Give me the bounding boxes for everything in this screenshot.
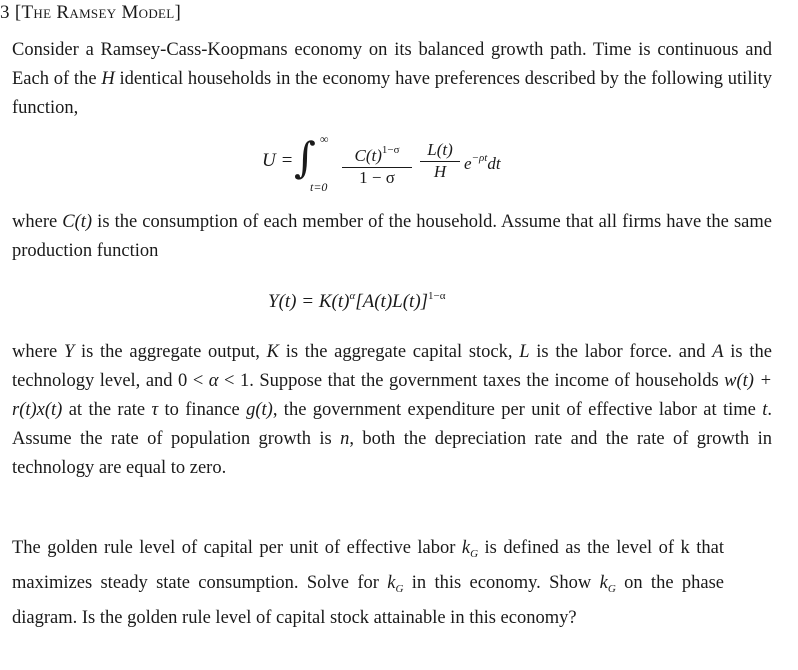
- var-L: L: [519, 342, 530, 362]
- sub-G-3: G: [607, 583, 616, 595]
- def-text-h: to finance: [158, 400, 247, 420]
- var-k-2: k: [387, 573, 396, 593]
- paragraph-intro: [12, 36, 772, 123]
- integral-upper-limit: ∞: [320, 132, 329, 146]
- utility-lhs: U =: [262, 150, 294, 171]
- def-text-c: is the aggregate capital stock,: [279, 342, 520, 362]
- exp-alpha: α: [349, 290, 356, 302]
- utility-equation: [262, 130, 542, 196]
- def-text-f: < 1. Suppose that the government taxes the income of households: [218, 371, 725, 391]
- var-A: A: [712, 342, 724, 362]
- var-C: C(t): [62, 212, 93, 232]
- section-heading: 3 [The Ramsey Model]: [0, 2, 182, 23]
- def-text-k: , both the depreciation rate and the rate of growth in technology are equal to zero.: [12, 429, 772, 478]
- var-n: n: [340, 429, 350, 449]
- production-lhs: Y(t) = K(t): [268, 291, 350, 312]
- section-number: 3: [0, 2, 10, 23]
- heading-word-2: Ramsey: [56, 2, 117, 23]
- question-text-b: is defined as the level of k that maximizes steady state consumption. Solve for: [12, 538, 724, 593]
- exp-one-minus-alpha: 1−α: [428, 290, 446, 302]
- def-text-b: is the aggregate output,: [74, 342, 267, 362]
- var-H: H: [101, 69, 115, 89]
- sub-G-2: G: [395, 583, 404, 595]
- def-text-e: is the technology level, and 0 <: [12, 342, 772, 391]
- frac1-numerator-exponent: 1−σ: [381, 144, 400, 156]
- frac2-numerator: L(t): [427, 140, 453, 159]
- frac2-denominator: H: [433, 162, 447, 181]
- paragraph-consumption: [12, 208, 772, 266]
- labor-fraction: [420, 140, 460, 182]
- production-equation: [268, 290, 446, 313]
- paragraph-question: [12, 534, 724, 633]
- var-Y: Y: [63, 342, 75, 362]
- question-text-d: on the phase diagram. Is the golden rule level of capital stock attainable in this economy?: [12, 573, 724, 628]
- var-k: k: [461, 538, 471, 558]
- discount-term: $e^{-\rho t}dt$: [464, 152, 501, 173]
- var-g: g(t): [246, 400, 273, 420]
- production-bracket: [A(t)L(t)]: [355, 291, 429, 312]
- paragraph-definitions: [12, 338, 772, 483]
- heading-word-3: Model: [121, 2, 175, 23]
- def-text-i: , the government expenditure per unit of effective labor at time: [272, 400, 763, 420]
- frac1-denominator: 1 − σ: [359, 168, 395, 187]
- integral-sign: ∫: [294, 133, 316, 182]
- def-text-g: at the rate: [62, 400, 152, 420]
- question-text-a: The golden rule level of capital per unit of effective labor: [12, 538, 462, 558]
- paragraph-consumption-text-b: is the consumption of each member of the household. Assume that all firms have the same production function: [12, 212, 772, 261]
- consumption-fraction: [342, 140, 412, 188]
- var-k-3: k: [599, 573, 608, 593]
- question-text-c: in this economy. Show: [403, 573, 600, 593]
- heading-word-1: The: [21, 2, 52, 23]
- paragraph-intro-text-b: identical households in the economy have preferences described by the following utility function,: [12, 69, 772, 118]
- def-text-j: . Assume the rate of population growth is: [12, 400, 772, 449]
- sub-G: G: [470, 548, 479, 560]
- var-income: w(t) + r(t)x(t): [12, 371, 772, 420]
- var-tau: τ: [151, 400, 159, 420]
- var-K: K: [266, 342, 279, 362]
- var-alpha: α: [208, 371, 219, 391]
- paragraph-consumption-text-a: where: [12, 212, 63, 232]
- frac1-numerator: C(t): [354, 146, 382, 165]
- def-text-a: where: [12, 342, 64, 362]
- paragraph-intro-text-a: Consider a Ramsey-Cass-Koopmans economy on its balanced growth path. Time is continuous and Each of the: [12, 40, 772, 89]
- def-text-d: is the labor force. and: [529, 342, 713, 362]
- var-t: t: [762, 400, 768, 420]
- integral-lower-limit: t=0: [310, 180, 328, 194]
